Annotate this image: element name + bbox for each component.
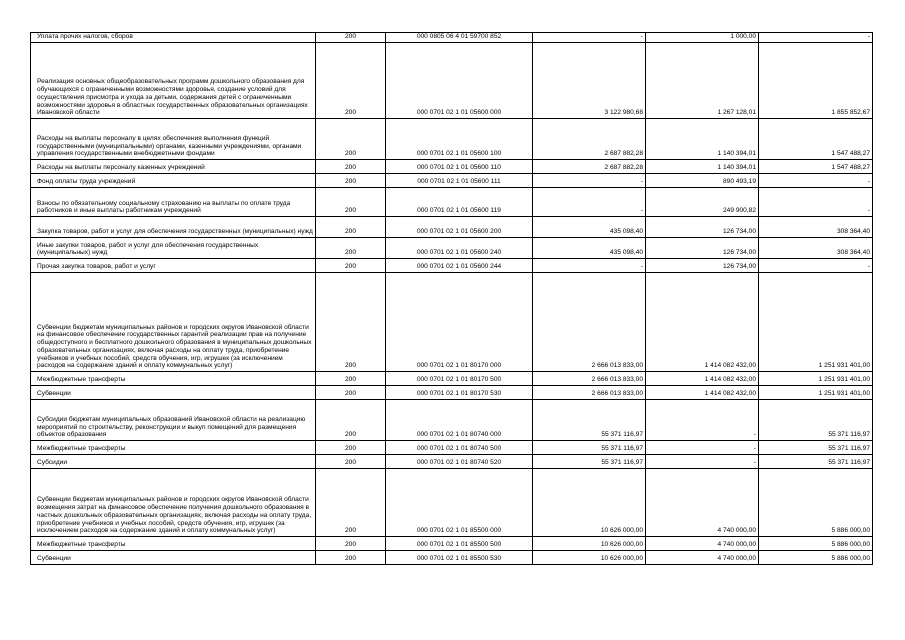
row-amount-executed: 1 414 082 432,00: [646, 386, 759, 400]
row-amount-approved: 2 666 013 833,00: [533, 372, 646, 386]
row-amount-approved: 10 626 000,00: [533, 469, 646, 537]
row-amount-unexecuted: 5 886 000,00: [759, 551, 873, 565]
row-description: Межбюджетные трансферты: [31, 441, 316, 455]
row-description: Субвенции: [31, 386, 316, 400]
row-line-code: 200: [316, 386, 386, 400]
row-amount-executed: 4 740 000,00: [646, 551, 759, 565]
row-description: Взносы по обязательному социальному страхованию на выплаты по оплате труда работников и иные выплаты работникам учреждений: [31, 188, 316, 217]
row-amount-approved: 435 098,40: [533, 217, 646, 238]
row-line-code: 200: [316, 372, 386, 386]
row-amount-unexecuted: 1 547 488,27: [759, 119, 873, 160]
row-amount-approved: 435 098,40: [533, 238, 646, 259]
table-row: [31, 160, 873, 174]
row-description: Уплата прочих налогов, сборов: [31, 33, 316, 43]
table-row: [31, 400, 873, 441]
row-amount-executed: 890 493,19: [646, 174, 759, 188]
row-line-code: 200: [316, 537, 386, 551]
row-amount-unexecuted: -: [759, 188, 873, 217]
table-row: [31, 119, 873, 160]
table-row: [31, 469, 873, 537]
row-amount-executed: 249 900,82: [646, 188, 759, 217]
row-classification-code: 000 0701 02 1 01 05600 240: [386, 238, 533, 259]
row-description: Межбюджетные трансферты: [31, 372, 316, 386]
row-line-code: 200: [316, 33, 386, 43]
row-description: Субсидии бюджетам муниципальных образований Ивановской области на реализацию мероприятий по строительству, реконструкции и выкуп помещений для размещения объектов образования: [31, 400, 316, 441]
row-line-code: 200: [316, 174, 386, 188]
row-description: Иные закупки товаров, работ и услуг для обеспечения государственных (муниципальных) нужд: [31, 238, 316, 259]
row-amount-approved: -: [533, 33, 646, 43]
row-classification-code: 000 0701 02 1 01 80740 000: [386, 400, 533, 441]
row-amount-executed: -: [646, 455, 759, 469]
row-description: Прочая закупка товаров, работ и услуг: [31, 259, 316, 273]
row-amount-executed: 1 140 394,01: [646, 160, 759, 174]
table-row: [31, 386, 873, 400]
row-amount-approved: -: [533, 188, 646, 217]
row-amount-executed: 126 734,00: [646, 238, 759, 259]
row-amount-approved: 10 626 000,00: [533, 537, 646, 551]
table-row: [31, 441, 873, 455]
budget-table-body: [31, 33, 873, 565]
row-amount-unexecuted: 308 364,40: [759, 238, 873, 259]
table-row: [31, 455, 873, 469]
row-line-code: 200: [316, 217, 386, 238]
row-amount-executed: 1 414 082 432,00: [646, 372, 759, 386]
row-classification-code: 000 0701 02 1 01 05600 119: [386, 188, 533, 217]
row-amount-approved: 55 371 116,97: [533, 400, 646, 441]
row-line-code: 200: [316, 469, 386, 537]
row-classification-code: 000 0701 02 1 01 05600 110: [386, 160, 533, 174]
table-row: [31, 537, 873, 551]
row-amount-executed: 126 734,00: [646, 259, 759, 273]
row-description: Межбюджетные трансферты: [31, 537, 316, 551]
row-amount-approved: 55 371 116,97: [533, 455, 646, 469]
row-classification-code: 000 0701 02 1 01 80740 500: [386, 441, 533, 455]
table-row: [31, 259, 873, 273]
table-row: [31, 238, 873, 259]
row-amount-approved: -: [533, 174, 646, 188]
row-line-code: 200: [316, 43, 386, 119]
row-amount-executed: 1 000,00: [646, 33, 759, 43]
row-amount-approved: -: [533, 259, 646, 273]
row-amount-approved: 3 122 980,68: [533, 43, 646, 119]
budget-table: [30, 32, 873, 565]
table-row: [31, 33, 873, 43]
table-row: [31, 551, 873, 565]
row-description: Субвенции бюджетам муниципальных районов и городских округов Ивановской области возмещения затрат на финансовое обеспечение получения дошкольного образования в частных дошкольных образовательных организациях, включая расходы на оплату труда, приобретение учебников и учебных пособий, средств обучения, игр, игрушек (за исключением расходов на содержание зданий и оплату коммунальных услуг): [31, 469, 316, 537]
row-classification-code: 000 0701 02 1 01 85500 530: [386, 551, 533, 565]
row-amount-unexecuted: 308 364,40: [759, 217, 873, 238]
row-amount-unexecuted: -: [759, 33, 873, 43]
row-description: Фонд оплаты труда учреждений: [31, 174, 316, 188]
row-amount-unexecuted: 5 886 000,00: [759, 537, 873, 551]
row-description: Расходы на выплаты персоналу в целях обеспечения выполнения функций государственными (муниципальными) органами, казенными учреждениями, органами управления государственными внебюджетными фондами: [31, 119, 316, 160]
row-amount-unexecuted: 1 855 852,67: [759, 43, 873, 119]
row-classification-code: 000 0701 02 1 01 80170 500: [386, 372, 533, 386]
row-classification-code: 000 0701 02 1 01 05600 111: [386, 174, 533, 188]
row-amount-executed: 1 267 128,01: [646, 43, 759, 119]
row-amount-approved: 55 371 116,97: [533, 441, 646, 455]
row-amount-executed: 1 414 082 432,00: [646, 273, 759, 372]
table-row: [31, 217, 873, 238]
row-line-code: 200: [316, 400, 386, 441]
row-classification-code: 000 0701 02 1 01 05600 244: [386, 259, 533, 273]
row-description: Субвенции бюджетам муниципальных районов и городских округов Ивановской области на финансовое обеспечение государственных гарантий реализации прав на получение общедоступного и бесплатного дошкольного образования в муниципальных дошкольных образовательных организациях, включая расходы на оплату труда, приобретение учебников и учебных пособий, средств обучения, игр, игрушек (за исключением расходов на содержание зданий и оплату коммунальных услуг): [31, 273, 316, 372]
row-amount-unexecuted: -: [759, 174, 873, 188]
table-row: [31, 188, 873, 217]
row-amount-approved: 10 626 000,00: [533, 551, 646, 565]
row-amount-unexecuted: 55 371 116,97: [759, 455, 873, 469]
row-description: Расходы на выплаты персоналу казенных учреждений: [31, 160, 316, 174]
row-line-code: 200: [316, 119, 386, 160]
row-amount-unexecuted: -: [759, 259, 873, 273]
row-line-code: 200: [316, 551, 386, 565]
row-amount-approved: 2 687 882,28: [533, 160, 646, 174]
table-row: [31, 43, 873, 119]
row-amount-unexecuted: 1 251 931 401,00: [759, 273, 873, 372]
row-line-code: 200: [316, 259, 386, 273]
row-amount-approved: 2 666 013 833,00: [533, 273, 646, 372]
row-description: Закупка товаров, работ и услуг для обеспечения государственных (муниципальных) нужд: [31, 217, 316, 238]
row-classification-code: 000 0805 06 4 01 59700 852: [386, 33, 533, 43]
row-amount-executed: 1 140 394,01: [646, 119, 759, 160]
row-amount-executed: -: [646, 400, 759, 441]
row-description: Реализация основных общеобразовательных программ дошкольного образования для обучающихся с ограниченными возможностями здоровья, создание условий для осуществления присмотра и ухода за детьми, содержания детей с ограниченными возможностями здоровья в областных государственных образовательных организациях Ивановской области: [31, 43, 316, 119]
row-amount-executed: 4 740 000,00: [646, 537, 759, 551]
row-amount-approved: 2 687 882,28: [533, 119, 646, 160]
row-line-code: 200: [316, 238, 386, 259]
row-classification-code: 000 0701 02 1 01 05600 200: [386, 217, 533, 238]
row-line-code: 200: [316, 455, 386, 469]
row-classification-code: 000 0701 02 1 01 05600 100: [386, 119, 533, 160]
row-description: Субвенции: [31, 551, 316, 565]
row-classification-code: 000 0701 02 1 01 80740 520: [386, 455, 533, 469]
row-amount-executed: 4 740 000,00: [646, 469, 759, 537]
table-row: [31, 174, 873, 188]
row-description: Субсидии: [31, 455, 316, 469]
row-classification-code: 000 0701 02 1 01 80170 000: [386, 273, 533, 372]
row-amount-executed: 126 734,00: [646, 217, 759, 238]
row-line-code: 200: [316, 441, 386, 455]
row-classification-code: 000 0701 02 1 01 05600 000: [386, 43, 533, 119]
row-amount-unexecuted: 55 371 116,97: [759, 400, 873, 441]
row-amount-unexecuted: 1 547 488,27: [759, 160, 873, 174]
row-line-code: 200: [316, 273, 386, 372]
row-amount-approved: 2 666 013 833,00: [533, 386, 646, 400]
row-amount-unexecuted: 55 371 116,97: [759, 441, 873, 455]
row-classification-code: 000 0701 02 1 01 85500 000: [386, 469, 533, 537]
row-amount-executed: -: [646, 441, 759, 455]
row-amount-unexecuted: 5 886 000,00: [759, 469, 873, 537]
row-amount-unexecuted: 1 251 931 401,00: [759, 372, 873, 386]
row-amount-unexecuted: 1 251 931 401,00: [759, 386, 873, 400]
row-classification-code: 000 0701 02 1 01 80170 530: [386, 386, 533, 400]
row-classification-code: 000 0701 02 1 01 85500 500: [386, 537, 533, 551]
table-row: [31, 372, 873, 386]
row-line-code: 200: [316, 188, 386, 217]
table-row: [31, 273, 873, 372]
row-line-code: 200: [316, 160, 386, 174]
